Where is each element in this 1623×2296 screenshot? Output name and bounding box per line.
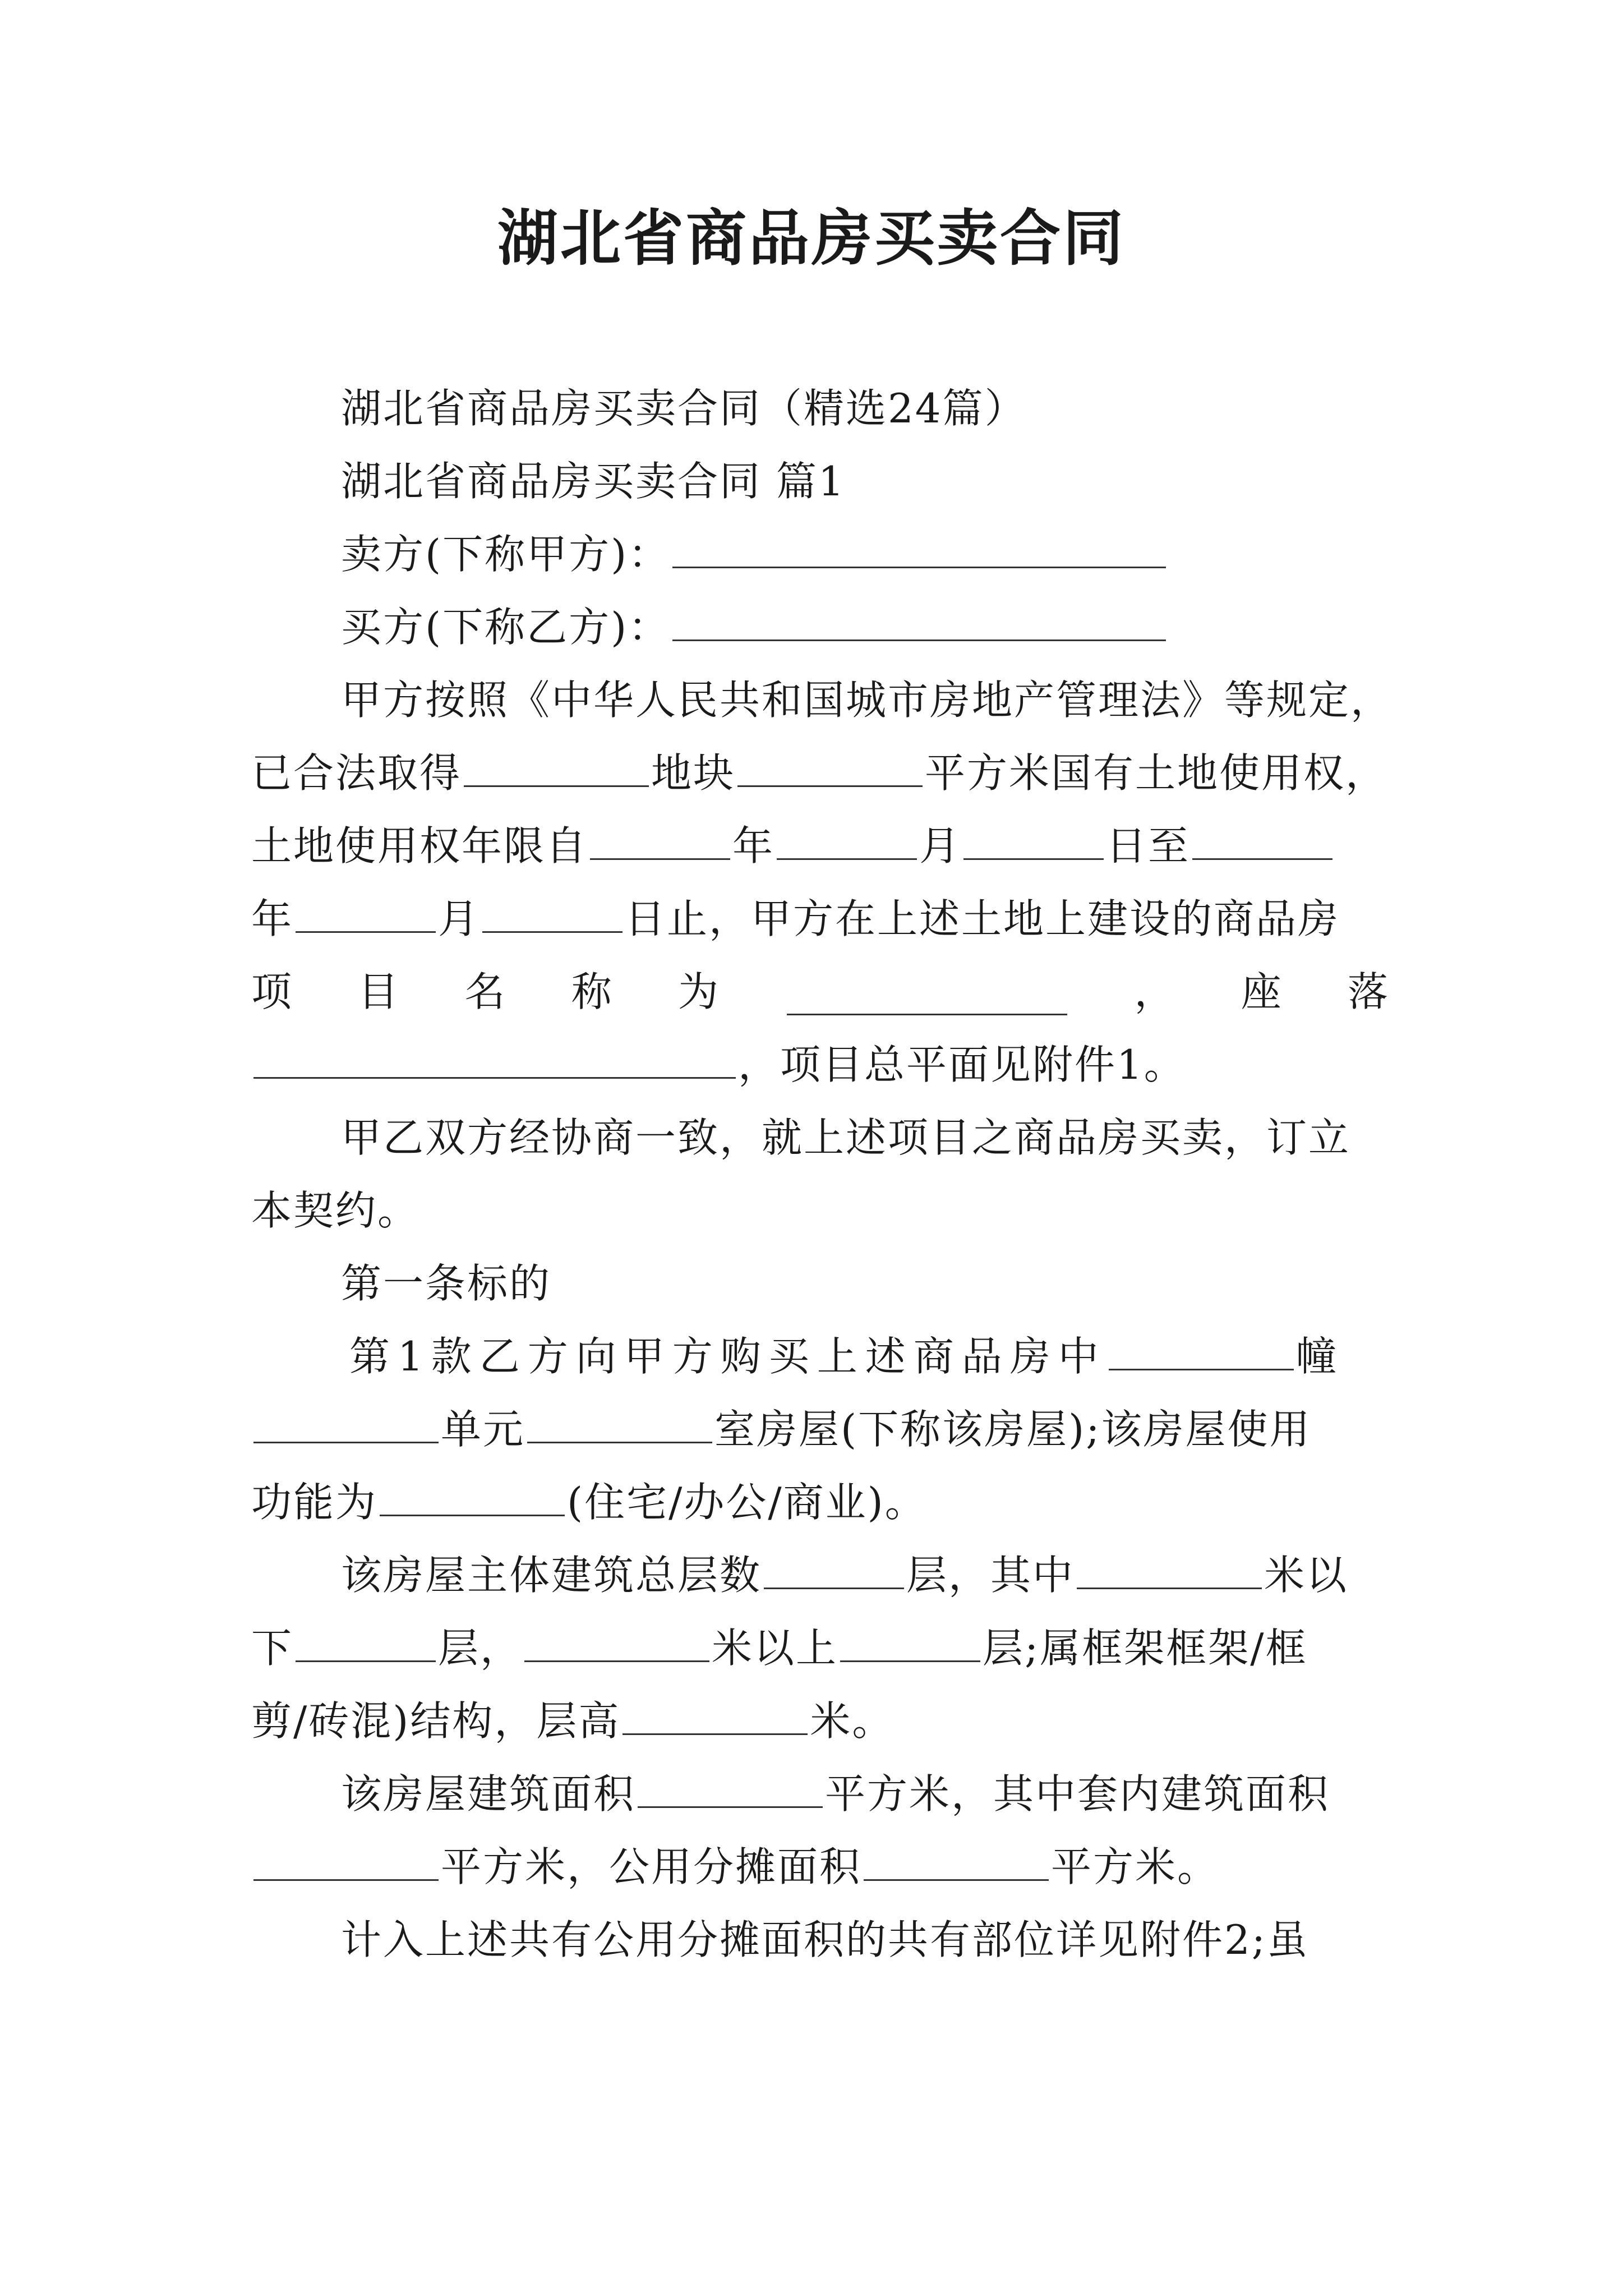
text-segment: 第1款乙方向甲方购买上述商品房中 bbox=[349, 1333, 1106, 1380]
text-segment: 日至 bbox=[1106, 822, 1191, 869]
text-segment: 平方米国有土地使用权， bbox=[925, 749, 1388, 797]
text-segment: 下 bbox=[251, 1625, 294, 1672]
text-segment: 功能为 bbox=[251, 1479, 378, 1526]
text-segment: 层;属框架框架/框 bbox=[983, 1625, 1308, 1672]
fill-blank bbox=[296, 1616, 436, 1662]
text-char: 为 bbox=[678, 968, 721, 1015]
buyer-line bbox=[251, 589, 1390, 665]
text-segment: 该房屋主体建筑总层数 bbox=[341, 1552, 762, 1599]
seller-blank bbox=[672, 522, 1166, 568]
subtitle-line: 湖北省商品房买卖合同（精选24篇） bbox=[341, 385, 1027, 432]
fill-blank bbox=[864, 1834, 1049, 1881]
fill-blank bbox=[527, 1397, 712, 1443]
paragraph-line bbox=[251, 1610, 1390, 1686]
fill-blank bbox=[464, 740, 649, 787]
text-segment: 米以 bbox=[1264, 1552, 1349, 1599]
fill-blank bbox=[1109, 1324, 1294, 1370]
fill-blank bbox=[777, 813, 917, 860]
paragraph-line bbox=[251, 808, 1390, 884]
fill-blank bbox=[1077, 1543, 1262, 1589]
text-char: 称 bbox=[571, 968, 614, 1015]
text-char: 项 bbox=[251, 968, 294, 1015]
buyer-label: 买方(下称乙方)： bbox=[341, 604, 671, 651]
text-segment: 土地使用权年限自 bbox=[251, 822, 588, 869]
text-segment: 平方米。 bbox=[1051, 1843, 1220, 1890]
fill-blank bbox=[482, 886, 623, 933]
text-char: 名 bbox=[464, 968, 507, 1015]
article-heading: 第一条标的 bbox=[341, 1260, 552, 1307]
text-segment: 年 bbox=[732, 822, 775, 869]
paragraph-line bbox=[251, 1829, 1390, 1905]
text-char: ， bbox=[1134, 968, 1177, 1015]
text-segment: (住宅/办公/商业)。 bbox=[567, 1479, 927, 1526]
document-title: 湖北省商品房买卖合同 bbox=[497, 203, 1126, 274]
paragraph-line: 甲乙双方经协商一致，就上述项目之商品房买卖，订立 bbox=[341, 1114, 1351, 1161]
fill-blank bbox=[1192, 813, 1332, 860]
paragraph-line bbox=[251, 1318, 1390, 1395]
text-segment: 月 bbox=[919, 822, 962, 869]
seller-label: 卖方(下称甲方)： bbox=[341, 531, 671, 578]
section-heading: 湖北省商品房买卖合同 篇1 bbox=[341, 458, 846, 505]
text-segment: 月 bbox=[438, 895, 481, 942]
fill-blank bbox=[253, 1397, 439, 1443]
paragraph-line bbox=[251, 954, 1390, 1030]
fill-blank bbox=[638, 1761, 823, 1808]
buyer-blank bbox=[672, 595, 1166, 641]
fill-blank bbox=[764, 1543, 904, 1589]
paragraph-line bbox=[251, 881, 1390, 957]
text-segment: 年 bbox=[251, 895, 294, 942]
paragraph-line bbox=[251, 1027, 1390, 1103]
paragraph-line bbox=[251, 1756, 1390, 1832]
text-segment: 室房屋(下称该房屋);该房屋使用 bbox=[714, 1406, 1312, 1453]
text-char: 目 bbox=[358, 968, 400, 1015]
text-segment: 层，其中 bbox=[906, 1552, 1075, 1599]
text-segment: 已合法取得 bbox=[251, 749, 462, 797]
fill-blank bbox=[737, 740, 923, 787]
text-segment: 平方米，公用分摊面积 bbox=[441, 1843, 862, 1890]
text-segment: ，项目总平面见附件1。 bbox=[738, 1041, 1186, 1088]
text-segment: 幢 bbox=[1295, 1333, 1344, 1380]
fill-blank bbox=[840, 1616, 980, 1662]
paragraph-line: 计入上述共有公用分摊面积的共有部位详见附件2;虽 bbox=[341, 1916, 1310, 1963]
project-name-blank bbox=[787, 969, 1067, 1015]
text-segment: 米。 bbox=[810, 1697, 895, 1745]
text-segment: 层， bbox=[438, 1625, 523, 1672]
text-segment: 米以上 bbox=[712, 1625, 838, 1672]
seller-line bbox=[251, 516, 1390, 592]
fill-blank bbox=[296, 886, 436, 933]
text-segment: 平方米，其中套内建筑面积 bbox=[825, 1770, 1330, 1818]
location-blank bbox=[253, 1032, 736, 1079]
paragraph-line: 本契约。 bbox=[251, 1187, 420, 1234]
fill-blank bbox=[623, 1688, 808, 1735]
fill-blank bbox=[253, 1834, 439, 1881]
text-segment: 剪/砖混)结构，层高 bbox=[251, 1697, 621, 1745]
paragraph-line bbox=[251, 735, 1390, 811]
text-segment: 地块 bbox=[651, 749, 736, 797]
text-segment: 日止，甲方在上述土地上建设的商品房 bbox=[625, 895, 1340, 942]
fill-blank bbox=[524, 1616, 709, 1662]
fill-blank bbox=[590, 813, 730, 860]
paragraph-line: 甲方按照《中华人民共和国城市房地产管理法》等规定， bbox=[341, 677, 1393, 724]
text-segment: 该房屋建筑面积 bbox=[341, 1770, 636, 1818]
paragraph-line bbox=[251, 1683, 1390, 1759]
paragraph-line bbox=[251, 1537, 1390, 1613]
paragraph-line bbox=[251, 1391, 1390, 1467]
text-char: 座 bbox=[1241, 968, 1283, 1015]
fill-blank bbox=[380, 1470, 565, 1516]
paragraph-line bbox=[251, 1464, 1390, 1540]
fill-blank bbox=[963, 813, 1104, 860]
text-char: 落 bbox=[1347, 968, 1390, 1015]
text-segment: 单元 bbox=[441, 1406, 525, 1453]
